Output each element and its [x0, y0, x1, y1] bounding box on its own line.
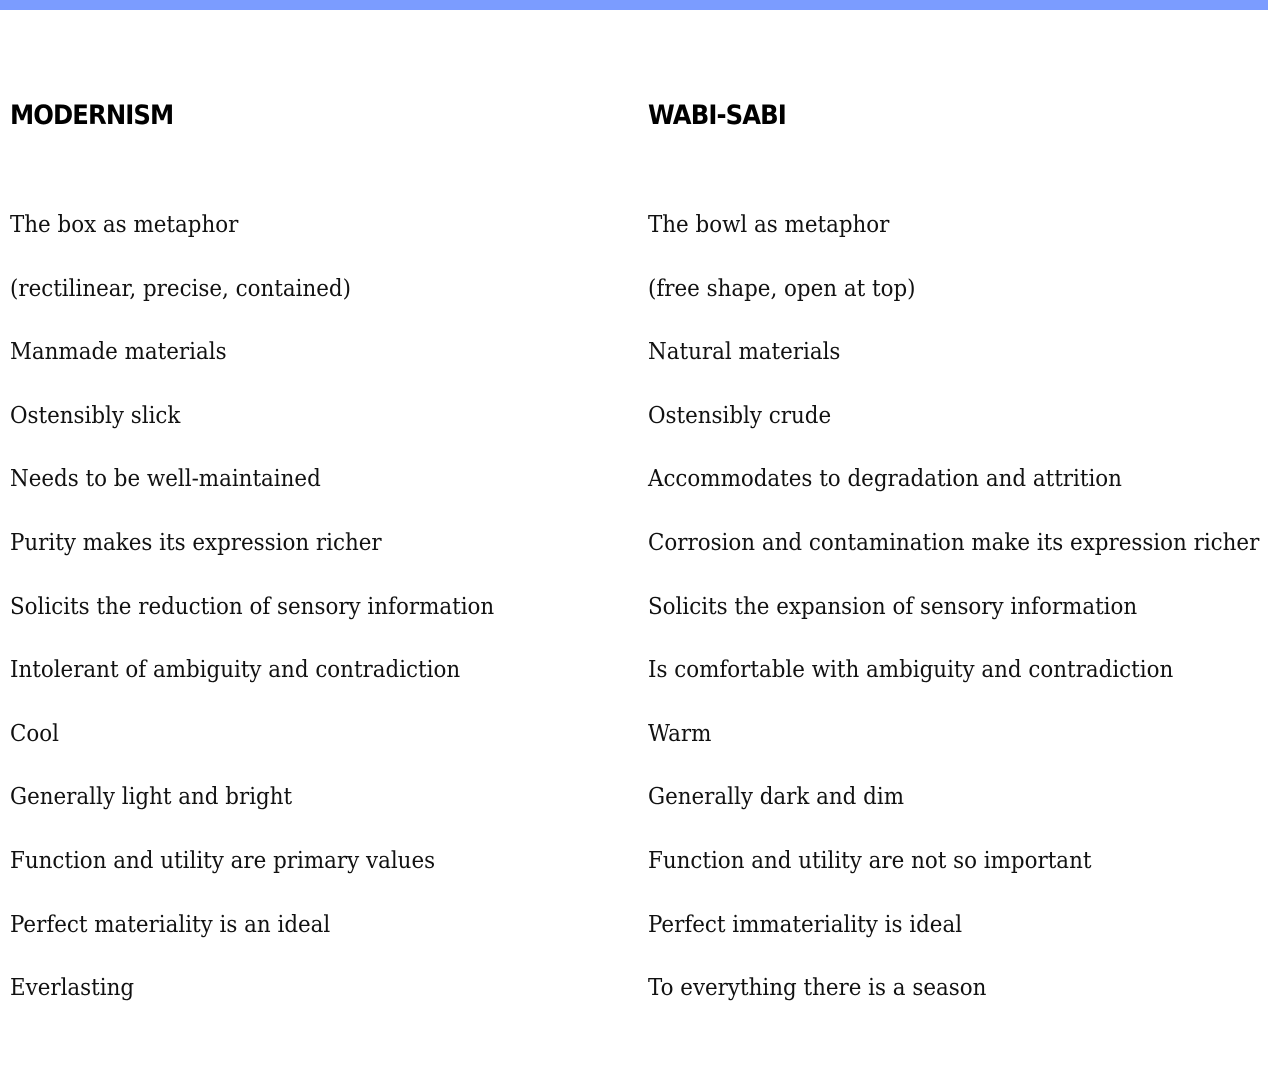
list-item: Purity makes its expression richer [10, 529, 382, 556]
list-item: The box as metaphor [10, 212, 239, 238]
list-item: Warm [648, 720, 712, 747]
list-item: Ostensibly crude [648, 402, 832, 429]
list-item: Generally light and bright [10, 784, 293, 811]
list-item: Cool [10, 720, 59, 747]
list-item: Function and utility are not so important [648, 847, 1092, 874]
modernism-heading: MODERNISM [10, 100, 174, 131]
list-item: Natural materials [648, 339, 841, 366]
list-item: To everything there is a season [648, 975, 987, 1002]
list-item: (free shape, open at top) [648, 275, 916, 302]
list-item: Ostensibly slick [10, 402, 181, 429]
modernism-list [10, 207, 630, 1034]
wabi-sabi-column [648, 0, 1268, 1081]
list-item: Accommodates to degradation and attrition [648, 466, 1122, 493]
list-item: Intolerant of ambiguity and contradiction [10, 657, 461, 684]
list-item: Manmade materials [10, 339, 227, 366]
modernism-column [10, 0, 630, 1081]
list-item: (rectilinear, precise, contained) [10, 275, 351, 302]
list-item: Solicits the expansion of sensory information [648, 593, 1138, 620]
wabi-sabi-list [648, 207, 1268, 1034]
list-item: Everlasting [10, 975, 135, 1002]
list-item: Corrosion and contamination make its expression richer [648, 529, 1260, 556]
list-item: Perfect immateriality is ideal [648, 911, 963, 938]
list-item: Function and utility are primary values [10, 847, 436, 874]
list-item: Is comfortable with ambiguity and contradiction [648, 657, 1174, 684]
wabi-sabi-heading: WABI-SABI [648, 100, 786, 131]
list-item: Perfect materiality is an ideal [10, 911, 331, 938]
list-item: The bowl as metaphor [648, 212, 890, 238]
list-item: Solicits the reduction of sensory information [10, 593, 495, 620]
list-item: Needs to be well-maintained [10, 466, 321, 493]
list-item: Generally dark and dim [648, 784, 904, 811]
